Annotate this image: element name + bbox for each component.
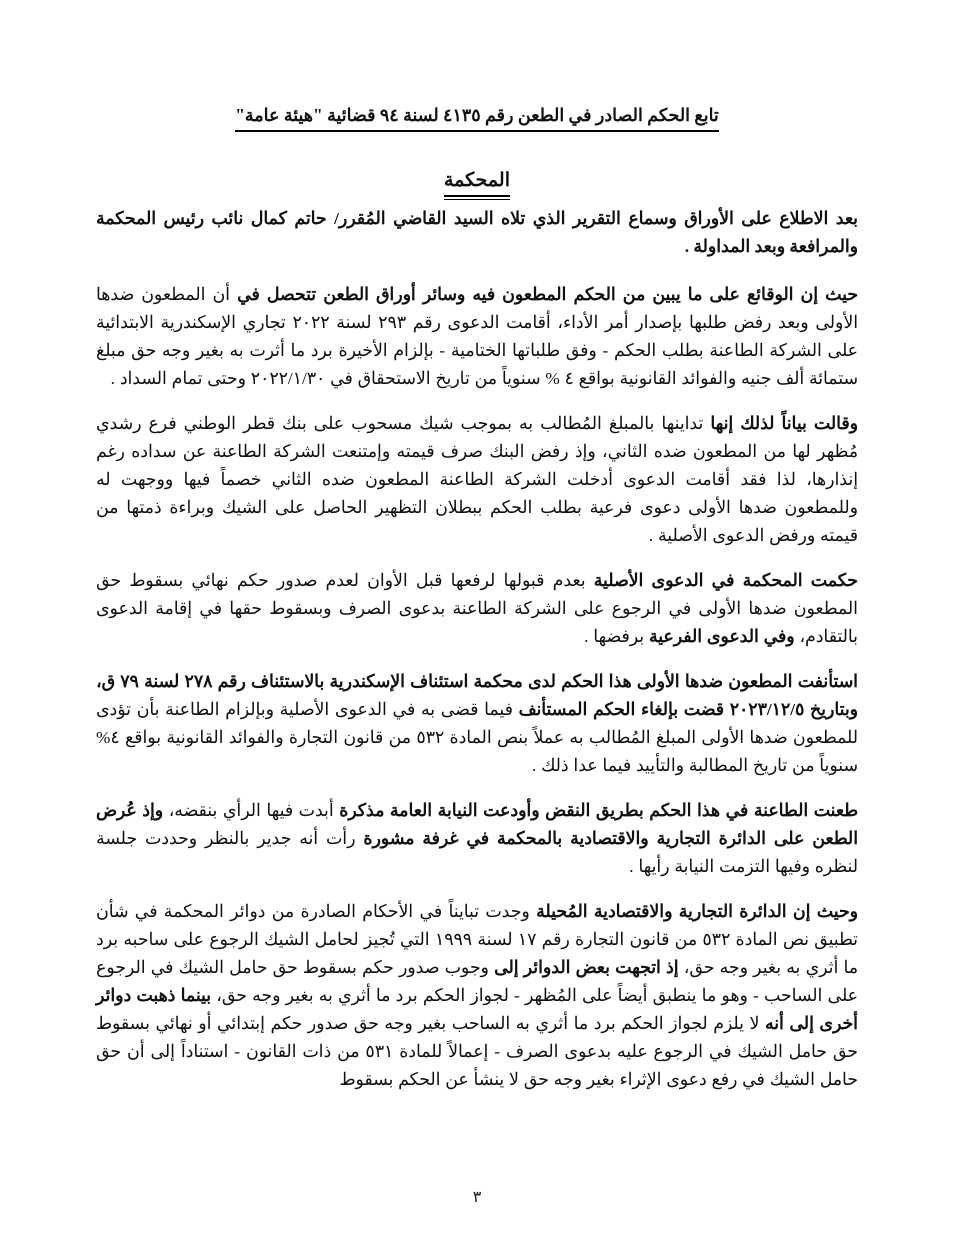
cassation-rest-b: رأت أنه جدير بالنظر وحددت جلسة لنظره وفيها التزمت النيابة رأيها .	[96, 829, 858, 877]
statement-lead: وقالت بياناً لذلك إنها	[710, 413, 858, 433]
running-header-text: تابع الحكم الصادر في الطعن رقم ٤١٣٥ لسنة ٩٤ قضائية "هيئة عامة"	[235, 104, 719, 132]
cassation-lead-b: وإذ عُرض الطعن على الدائرة التجارية والاقتصادية بالمحكمة في غرفة مشورة	[96, 801, 858, 849]
divergence-lead-b: إذ اتجهت بعض الدوائر إلى	[494, 958, 679, 978]
court-title: المحكمة	[444, 170, 510, 198]
paragraph-appeal	[96, 668, 858, 780]
paragraph-cassation	[96, 797, 858, 881]
divergence-lead-a: وحيث إن الدائرة التجارية والاقتصادية المُحيلة	[536, 902, 858, 922]
facts-rest: أن المطعون ضدها الأولى وبعد رفض طلبها بإصدار أمر الأداء، أقامت الدعوى رقم ٢٩٣ لسنة ٢٠٢٢ تجاري الإسكندرية الابتدائية على الشركة الطاعنة بطلب الحكم - وفق طلباتها الختامية - بإلزام الأخيرة برد ما أثرت به بغير وجه حق مبلغ ستمائة ألف جنيه والفوائد القانونية بواقع ٤ % سنوياً من تاريخ الاستحقاق في ٢٠٢٢/١/٣٠ وحتى تمام السداد .	[96, 284, 858, 388]
document-running-header	[0, 0, 954, 132]
appeal-lead: استأنفت المطعون ضدها الأولى هذا الحكم لدى محكمة استئناف الإسكندرية بالاستئناف رقم ٢٧٨ لسنة ٧٩ ق، وبتاريخ ٢٠٢٣/١٢/٥ قضت بإلغاء الحكم المستأنف	[96, 671, 858, 719]
first-instance-lead-b: وفي الدعوى الفرعية	[648, 626, 795, 646]
divergence-rest-c: لا يلزم لجواز الحكم برد ما أثري به الساحب بغير وجه حق صدور حكم إبتدائي أو نهائي بسقوط حق حامل الشيك في الرجوع عليه بدعوى الصرف - إعمالاً للمادة ٥٣١ من ذات القانون - استناداً إلى أن حق حامل الشيك في رفع دعوى الإثراء بغير وجه حق لا ينشأ عن الحكم بسقوط	[96, 1014, 858, 1090]
paragraph-statement	[96, 410, 858, 550]
first-instance-rest-a: بعدم قبولها لرفعها قبل الأوان لعدم صدور حكم نهائي بسقوط حق المطعون ضدها الأولى في الرجوع على الشركة الطاعنة بدعوى الصرف وبسقوط حقها في إقامة الدعوى بالتقادم،	[96, 570, 858, 646]
court-title-container	[0, 170, 954, 198]
first-instance-rest-b: برفضها .	[584, 626, 649, 646]
divergence-rest-b: وجوب صدور حكم بسقوط حق حامل الشيك في الرجوع على الساحب - وهو ما ينطبق أيضاً على المُظهر - لجواز الحكم برد ما أثري به بغير وجه حق،	[96, 958, 858, 1006]
document-body	[0, 205, 954, 1094]
paragraph-divergence	[96, 898, 858, 1094]
cassation-lead-a: طعنت الطاعنة في هذا الحكم بطريق النقض وأودعت النيابة العامة مذكرة	[339, 801, 858, 821]
paragraph-facts	[96, 281, 858, 393]
divergence-lead-c: بينما ذهبت دوائر أخرى إلى أنه	[96, 986, 858, 1034]
intro-text: بعد الاطلاع على الأوراق وسماع التقرير الذي تلاه السيد القاضي المُقرر/ حاتم كمال نائب رئيس المحكمة والمرافعة وبعد المداولة .	[96, 209, 858, 257]
cassation-rest-a: أبدت فيها الرأي بنقضه،	[163, 801, 340, 821]
paragraph-first-instance-judgment	[96, 567, 858, 651]
page-number: ٣	[472, 1189, 482, 1206]
statement-rest: تداينها بالمبلغ المُطالب به بموجب شيك مسحوب على بنك قطر الوطني فرع رشدي مُظهر لها من المطعون ضده الثاني، وإذ رفض البنك صرف قيمته وإمتنعت الشركة الطاعنة عن سداده رغم إنذارها، لذا فقد أقامت الدعوى أدخلت الشركة الطاعنة المطعون ضده الثاني خصماً فيها ووجهت له وللمطعون ضدها الأولى دعوى فرعية بطلب الحكم ببطلان التظهير الحاصل على الشيك وبراءة ذمتها من قيمته ورفض الدعوى الأصلية .	[96, 413, 858, 545]
paragraph-intro	[96, 205, 858, 260]
facts-lead: حيث إن الوقائع على ما يبين من الحكم المطعون فيه وسائر أوراق الطعن تتحصل في	[237, 284, 859, 304]
first-instance-lead: حكمت المحكمة في الدعوى الأصلية	[593, 570, 858, 590]
appeal-rest: فيما قضى به في الدعوى الأصلية وبإلزام الطاعنة بأن تؤدى للمطعون ضدها الأولى المبلغ المُطالب به عملاً بنص المادة ٥٣٢ من قانون التجارة والفوائد القانونية بواقع ٤% سنوياً من تاريخ المطالبة والتأييد فيما عدا ذلك .	[96, 699, 858, 775]
divergence-rest-a: وجدت تبايناً في الأحكام الصادرة من دوائر المحكمة في شأن تطبيق نص المادة ٥٣٢ من قانون التجارة رقم ١٧ لسنة ١٩٩٩ التي تُجيز لحامل الشيك الرجوع على ساحبه برد ما أثري به بغير وجه حق،	[96, 902, 858, 978]
